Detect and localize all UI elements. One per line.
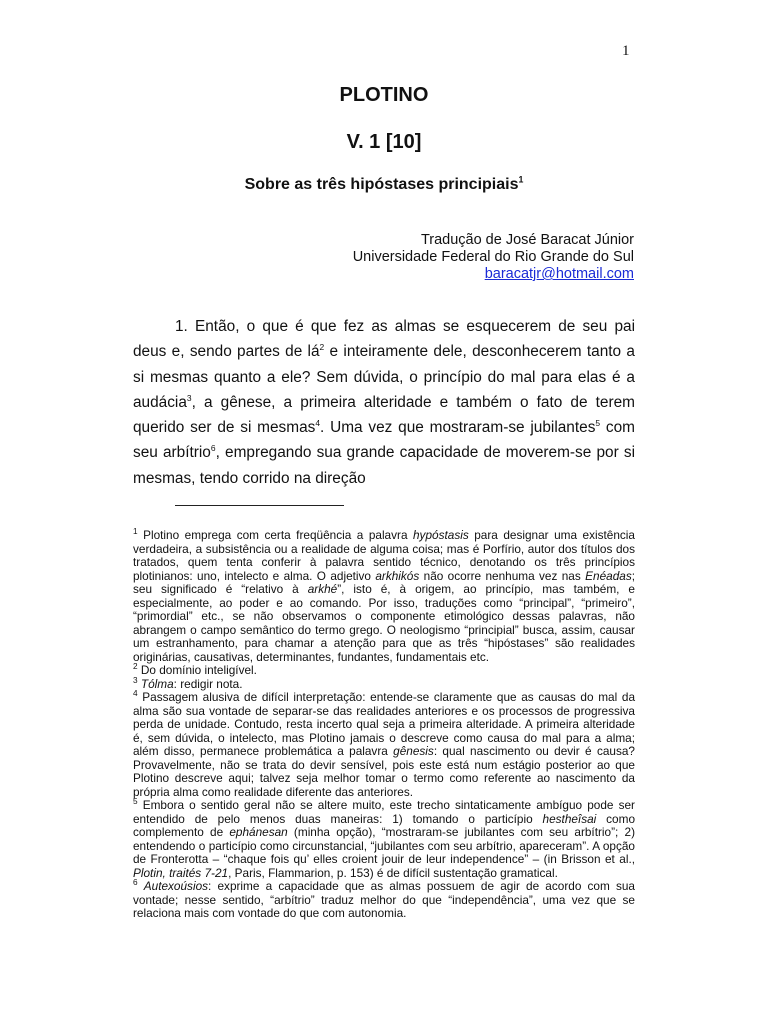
body-text-5: com seu arbítrio [133, 419, 635, 462]
footnote-text: (minha opção), “mostraram-se jubilantes com seu arbítrio”; 2) entendendo o particípio como circunstancial, “jubilantes com seu arbítrio, apareceram”. A opção de Fronterotta – “chaque fois qu’ elles croient jouir de leur independence” – (in Brisson et al., [133, 825, 635, 866]
footnote-text: para designar uma existência verdadeira, a subsistência ou a realidade de alguma coisa; mas é Porfírio, autor dos títulos dos tratados, quem tenta conferir à palavra sentido técnico, denotando os três princípios plotinianos: uno, intelecto e alma. O adjetivo [133, 528, 635, 583]
email-link[interactable]: baracatjr@hotmail.com [484, 266, 634, 282]
body-text-6: , empregando sua grande capacidade de moverem-se por si mesmas, tendo corrido na direção [133, 444, 635, 487]
footnote-text: como complemento de [133, 811, 636, 839]
footnote-text: : redigir nota. [173, 676, 243, 691]
footnote-italic: gênesis [393, 744, 434, 758]
footnote-ref-5: 5 [595, 418, 601, 429]
body-text-4: . Uma vez que mostraram-se jubilantes [320, 419, 596, 437]
footnote-number: 2 [133, 662, 138, 672]
subtitle-text: Sobre as três hipóstases principiais [244, 176, 519, 193]
footnote-italic: Plotin, traités 7-21 [133, 865, 229, 880]
footnote-text: Plotino emprega com certa freqüência a palavra [137, 528, 413, 542]
footnote-ref-2: 2 [319, 342, 325, 353]
footnote-text: Passagem alusiva de difícil interpretação: entende-se claramente que as causas do mal da alma são sua vontade de separar-se das realidades anteriores e os processos de progressiva perda de unidade. Contudo, resta incerto qual seja a primeira alteridade. A primeira alteridade é, sem dúvida, o intelecto, mas Plotino jamais o descreve como causa do mal para a alma; além disso, permanece problemática a palavra [133, 690, 635, 758]
translation-credits [353, 232, 634, 283]
footnote-3 [133, 675, 635, 692]
footnote-ref-6: 6 [210, 443, 216, 454]
footnote-ref-4: 4 [315, 418, 321, 429]
footnote-4 [133, 691, 635, 799]
footnote-number: 5 [133, 797, 138, 807]
footnote-italic: Autexoúsios [143, 879, 209, 893]
translator-line: Tradução de José Baracat Júnior [420, 232, 634, 248]
footnote-italic: Tólma [140, 676, 174, 691]
footnote-1 [133, 529, 635, 664]
footnote-2 [133, 664, 635, 678]
body-paragraph [133, 314, 635, 491]
body-text-3: , a gênese, a primeira alteridade e também o fato de terem querido ser de si mesmas [133, 393, 635, 437]
footnote-number: 1 [133, 527, 138, 537]
footnote-text: Do domínio inteligível. [137, 663, 257, 677]
footnote-number: 6 [133, 878, 138, 888]
footnote-number: 4 [133, 689, 138, 699]
footnote-text: : qual nascimento ou devir é causa? Provavelmente, não se trata do devir sensível, pois este está num estágio posterior ao que Plotino descreve aqui; talvez seja melhor tomar o termo como referente ao nascimento da própria alma como realidade diferente das anteriores. [133, 744, 635, 799]
footnote-text: ”, isto é, à origem, ao princípio, mas também, e especialmente, ao poder e ao comando. Por isso, traduções como “principal”, “primeiro”, “primordial” etc., se não observamos o componente etimológico dessas palavras, não abrangem o campo semântico do termo grego. O neologismo “principial” busca, assim, causar um estranhamento, para chamar a atenção para que as três “hipóstases” são realidades originárias, causativas, determinantes, fundantes, fundamentais etc. [133, 582, 635, 664]
footnote-italic: arkhé [307, 582, 338, 596]
footnote-text: ; seu significado é “relativo à [133, 568, 635, 596]
footnote-text: : exprime a capacidade que as almas possuem de agir de acordo com sua vontade; nesse sentido, “arbítrio” traduz melhor do que “independência”, uma vez que se relaciona mais com vontade do que com autonomia. [133, 879, 635, 920]
footnote-text: Embora o sentido geral não se altere muito, este trecho sintaticamente ambíguo pode ser entendido de pelo menos duas maneiras: 1) tomando o particípio [133, 798, 635, 826]
body-text-2: e inteiramente dele, desconhecerem tanto a si mesmas quanto a ele? Sem dúvida, o princípio do mal para elas é a audácia [133, 343, 635, 411]
footnote-ref-1: 1 [518, 174, 524, 185]
footnote-text: , Paris, Flammarion, p. 153) é de difícil sustentação gramatical. [228, 865, 558, 880]
footnotes [133, 529, 635, 921]
document-title: PLOTINO [339, 84, 429, 106]
footnote-italic: hestheîsai [542, 811, 597, 826]
footnote-separator [175, 505, 344, 506]
treatise-subtitle [0, 176, 768, 194]
footnote-italic: Enéadas [585, 568, 632, 583]
institution-line: Universidade Federal do Rio Grande do Sul [352, 249, 634, 265]
footnote-ref-3: 3 [186, 392, 192, 403]
footnote-5 [133, 799, 635, 880]
volume-heading: V. 1 [10] [346, 131, 422, 153]
page-number: 1 [622, 43, 630, 59]
footnote-italic: arkhikós [375, 568, 420, 583]
body-text-1: 1. Então, o que é que fez as almas se esquecerem de seu pai deus e, sendo partes de lá [133, 318, 635, 361]
footnote-italic: ephánesan [229, 825, 288, 839]
footnote-6 [133, 880, 635, 921]
footnote-number: 3 [133, 675, 138, 685]
footnote-text: não ocorre nenhuma vez nas [419, 568, 586, 583]
footnote-italic: hypóstasis [413, 528, 469, 542]
